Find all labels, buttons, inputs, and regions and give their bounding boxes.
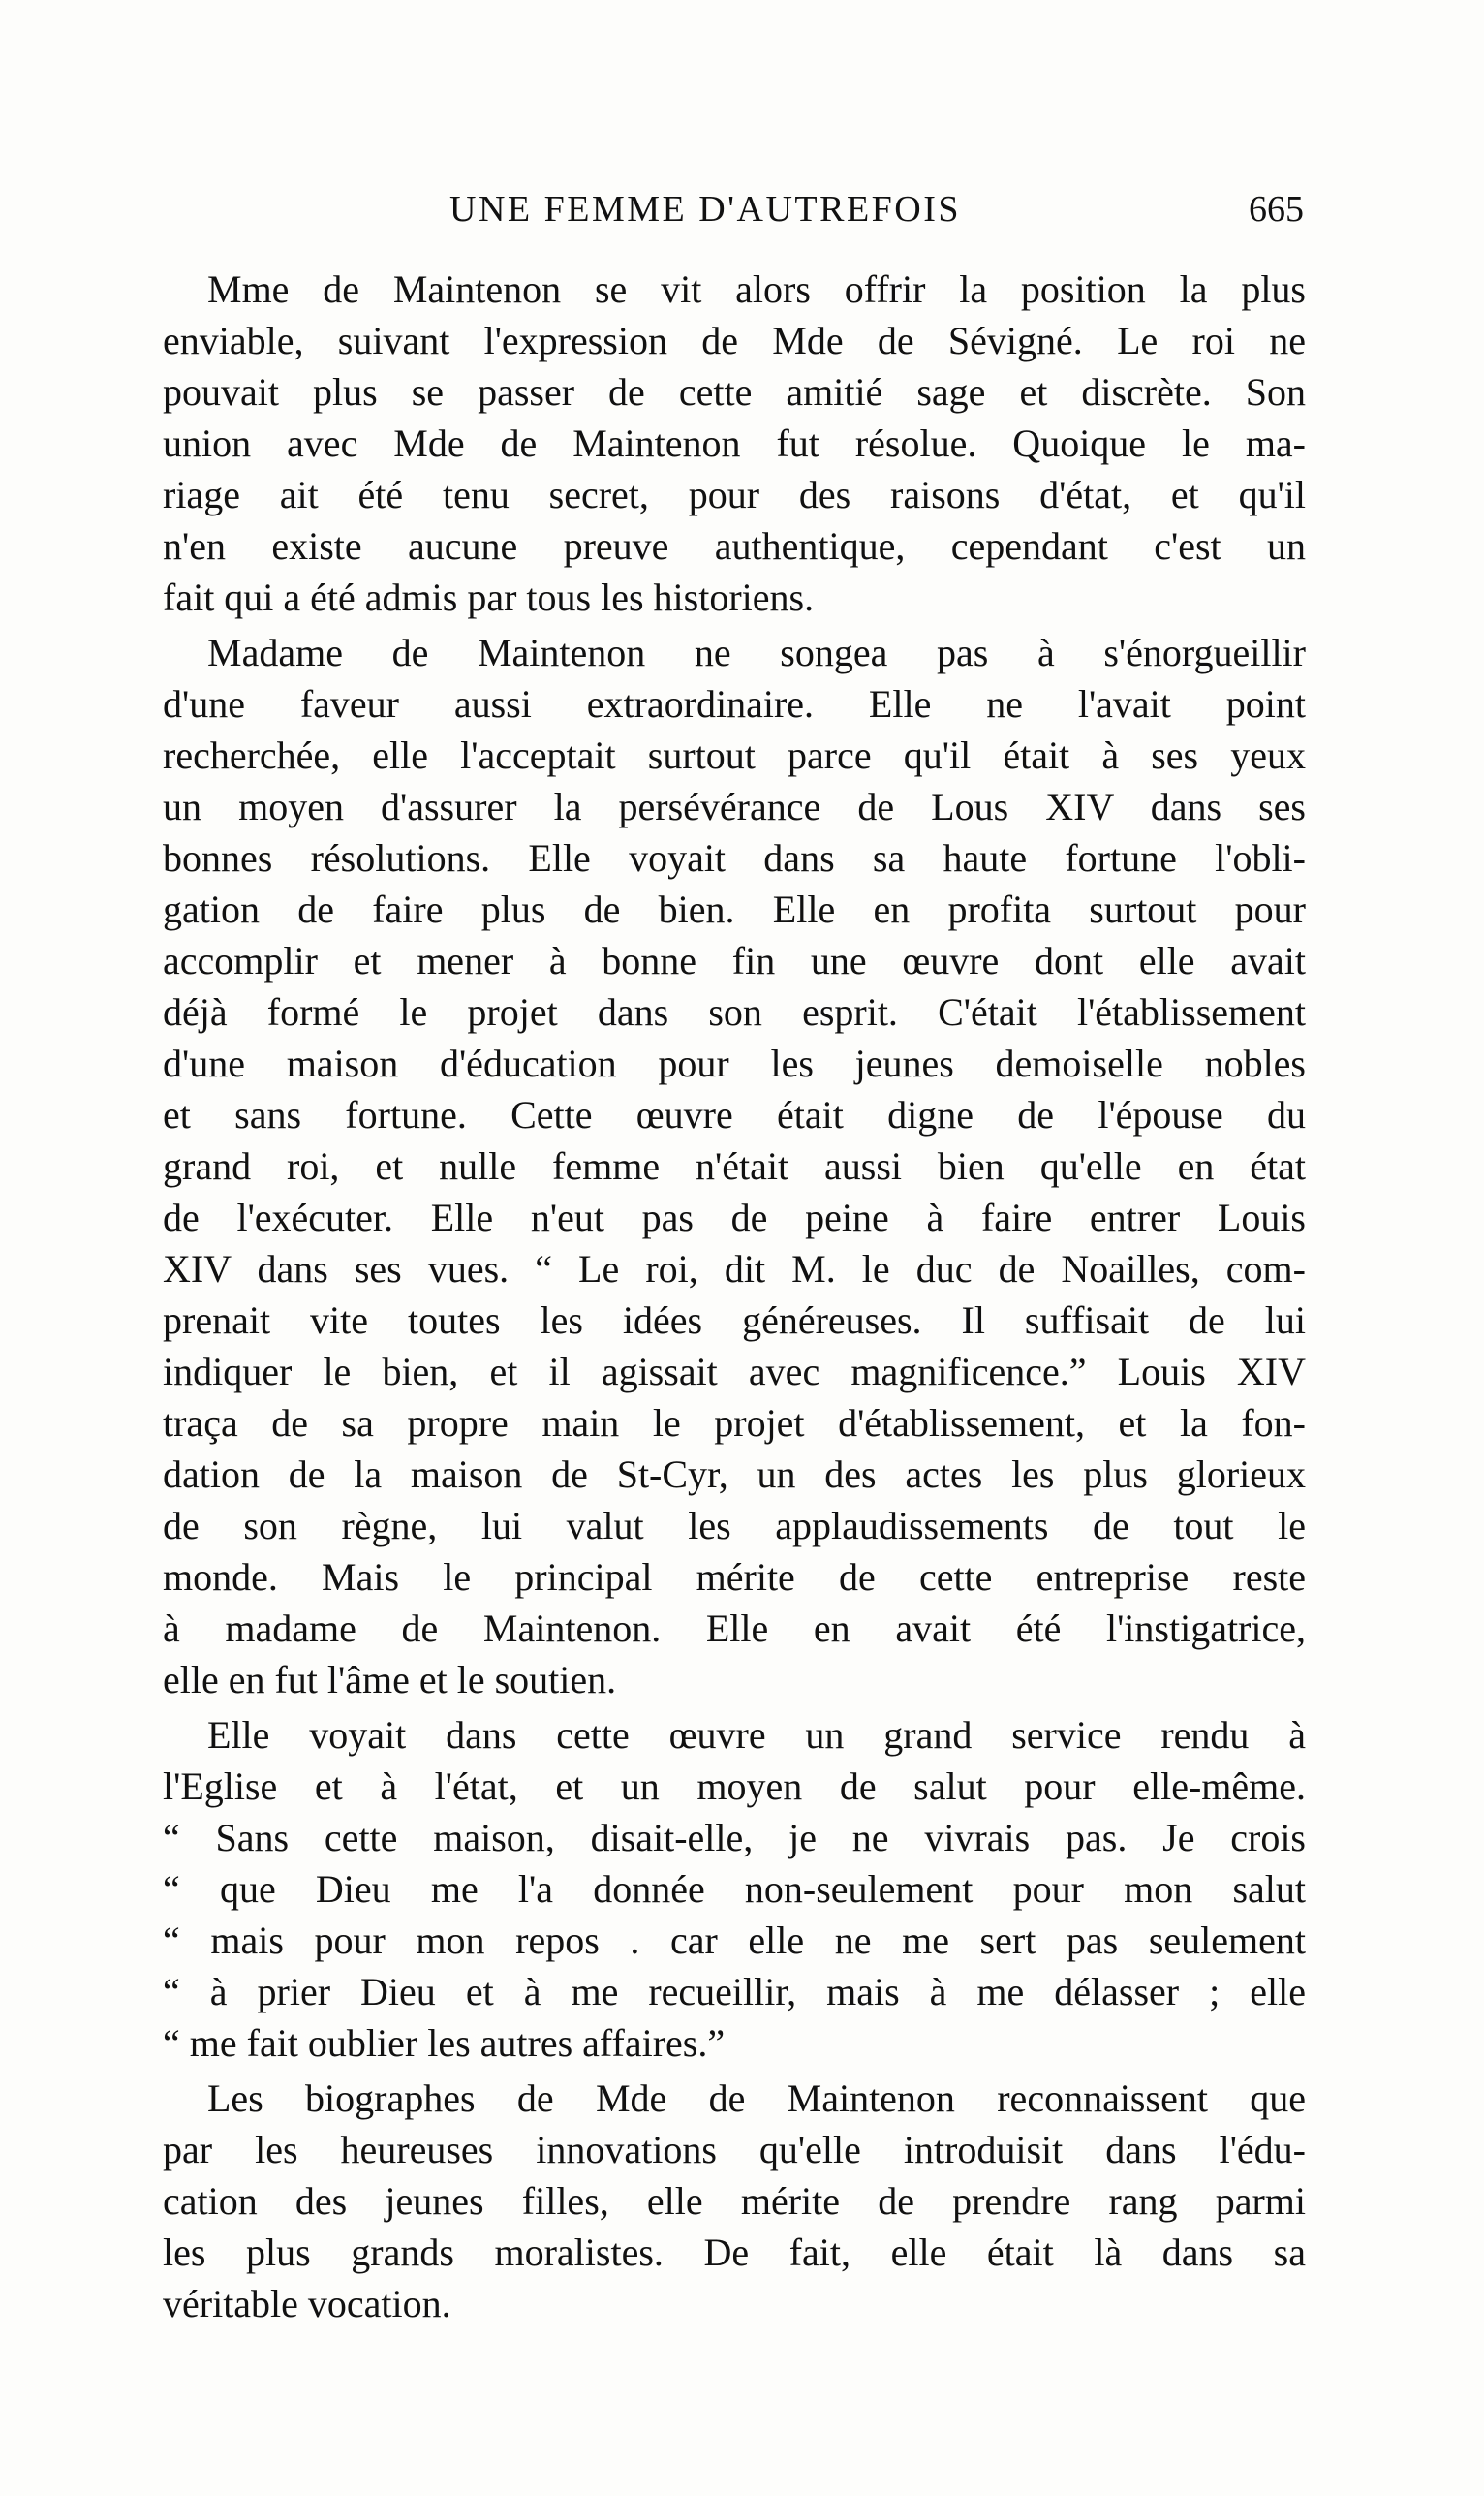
text-line: “ à prier Dieu et à me recueillir, mais à me délasser ; elle [163, 1970, 1306, 2013]
paragraph [163, 1709, 1306, 2069]
running-title: UNE FEMME D'AUTREFOIS [449, 189, 962, 230]
text-line: Mme de Maintenon se vit alors offrir la position la plus [207, 267, 1306, 311]
text-line: déjà formé le projet dans son esprit. C'était l'établissement [163, 990, 1306, 1034]
text-line: d'une maison d'éducation pour les jeunes demoiselle nobles [163, 1042, 1306, 1085]
text-line: à madame de Maintenon. Elle en avait été l'instigatrice, [163, 1607, 1306, 1650]
text-line: prenait vite toutes les idées généreuses. Il suffisait de lui [163, 1298, 1306, 1342]
paragraph [163, 627, 1306, 1705]
page-header [190, 184, 1304, 242]
text-line: traça de sa propre main le projet d'établissement, et la fon- [163, 1401, 1306, 1445]
text-line: “ me fait oublier les autres affaires.” [163, 2021, 726, 2065]
text-line: indiquer le bien, et il agissait avec magnificence.” Louis XIV [163, 1350, 1306, 1393]
body-text [163, 264, 1306, 2329]
text-line: n'en existe aucune preuve authentique, cependant c'est un [163, 524, 1306, 568]
paragraph [163, 2073, 1306, 2329]
text-line: l'Eglise et à l'état, et un moyen de salut pour elle-même. [163, 1764, 1306, 1808]
text-line: de son règne, lui valut les applaudissements de tout le [163, 1504, 1306, 1547]
text-line: fait qui a été admis par tous les historiens. [163, 576, 815, 619]
text-line: union avec Mde de Maintenon fut résolue. Quoique le ma- [163, 421, 1306, 465]
text-line: Les biographes de Mde de Maintenon reconnaissent que [207, 2076, 1306, 2120]
text-line: “ que Dieu me l'a donnée non-seulement pour mon salut [163, 1867, 1306, 1911]
text-line: “ Sans cette maison, disait-elle, je ne vivrais pas. Je crois [163, 1816, 1306, 1859]
text-line: et sans fortune. Cette œuvre était digne de l'épouse du [163, 1093, 1306, 1137]
text-line: véritable vocation. [163, 2282, 451, 2325]
text-line: dation de la maison de St-Cyr, un des actes les plus glorieux [163, 1452, 1306, 1496]
text-line: recherchée, elle l'acceptait surtout parce qu'il était à ses yeux [163, 733, 1306, 777]
paragraph [163, 264, 1306, 623]
text-line: riage ait été tenu secret, pour des raisons d'état, et qu'il [163, 473, 1306, 516]
text-line: “ mais pour mon repos . car elle ne me sert pas seulement [163, 1919, 1306, 1962]
text-line: XIV dans ses vues. “ Le roi, dit M. le duc de Noailles, com- [163, 1247, 1306, 1291]
text-line: les plus grands moralistes. De fait, elle était là dans sa [163, 2231, 1306, 2274]
text-line: pouvait plus se passer de cette amitié sage et discrète. Son [163, 370, 1306, 414]
text-line: gation de faire plus de bien. Elle en profita surtout pour [163, 888, 1306, 931]
text-line: monde. Mais le principal mérite de cette entreprise reste [163, 1555, 1306, 1599]
text-line: enviable, suivant l'expression de Mde de Sévigné. Le roi ne [163, 319, 1306, 362]
page-number: 665 [1249, 189, 1304, 230]
text-line: bonnes résolutions. Elle voyait dans sa haute fortune l'obli- [163, 836, 1306, 880]
text-line: Madame de Maintenon ne songea pas à s'énorgueillir [207, 631, 1306, 674]
text-line: un moyen d'assurer la persévérance de Lous XIV dans ses [163, 785, 1306, 828]
text-line: accomplir et mener à bonne fin une œuvre dont elle avait [163, 939, 1306, 983]
text-line: cation des jeunes filles, elle mérite de prendre rang parmi [163, 2179, 1306, 2223]
text-line: de l'exécuter. Elle n'eut pas de peine à faire entrer Louis [163, 1196, 1306, 1239]
text-line: par les heureuses innovations qu'elle introduisit dans l'édu- [163, 2128, 1306, 2171]
text-line: grand roi, et nulle femme n'était aussi bien qu'elle en état [163, 1144, 1306, 1188]
text-line: d'une faveur aussi extraordinaire. Elle ne l'avait point [163, 682, 1306, 726]
text-line: Elle voyait dans cette œuvre un grand service rendu à [207, 1713, 1306, 1757]
text-line: elle en fut l'âme et le soutien. [163, 1658, 617, 1701]
